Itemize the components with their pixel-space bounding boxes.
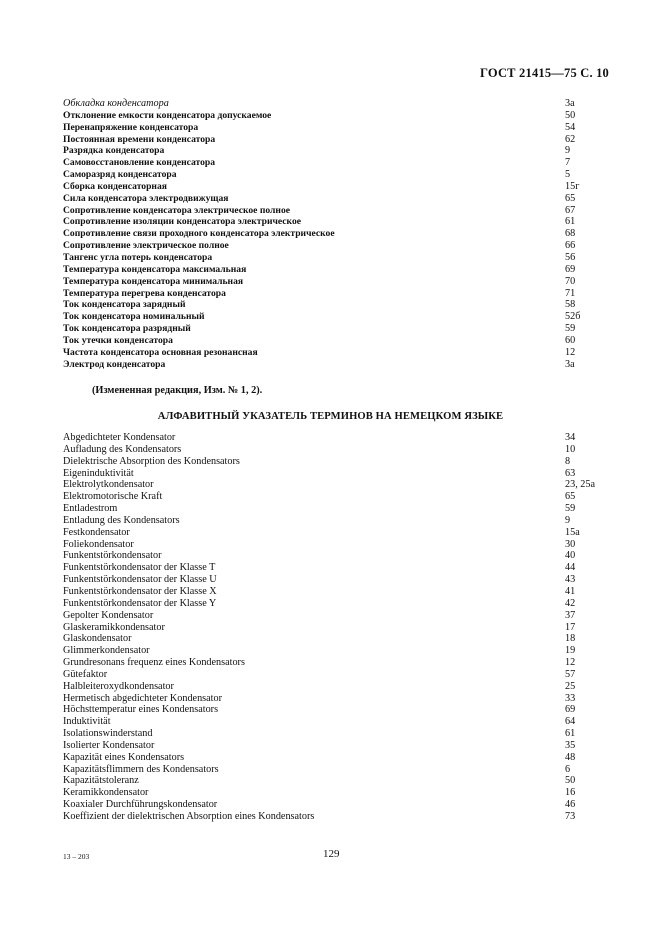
index-reference-number: 44: [565, 562, 576, 574]
index-entry: [63, 359, 603, 371]
index-term: Отклонение емкости конденсатора допускаемое: [63, 109, 272, 121]
index-term: Induktivität: [63, 716, 111, 728]
index-reference-number: 59: [565, 503, 576, 515]
index-term: Kapazitätstoleranz: [63, 775, 139, 787]
index-reference-number: 57: [565, 668, 576, 680]
index-reference-number: 23, 25a: [565, 479, 595, 491]
index-entry: [63, 110, 603, 122]
page-header: ГОСТ 21415—75 С. 10: [480, 66, 609, 80]
index-reference-number: 61: [565, 728, 576, 740]
index-term: Ток конденсатора номинальный: [63, 311, 205, 323]
index-reference-number: 54: [565, 121, 576, 133]
index-term: Isolationswinderstand: [63, 728, 153, 740]
index-entry: [63, 216, 603, 228]
index-entry: [63, 288, 603, 300]
index-reference-number: 12: [565, 346, 576, 358]
index-entry: [63, 193, 603, 205]
index-entry: [63, 456, 603, 468]
index-reference-number: 52б: [565, 311, 581, 323]
index-reference-number: 5: [565, 169, 571, 181]
index-entry: [63, 752, 603, 764]
index-term: Сопротивление электрическое полное: [63, 240, 229, 252]
index-entry: [63, 740, 603, 752]
index-reference-number: 69: [565, 263, 576, 275]
index-entry: [63, 562, 603, 574]
index-term: Gütefaktor: [63, 668, 108, 680]
index-term: Температура перегрева конденсатора: [63, 287, 226, 299]
page-number: 129: [323, 848, 340, 860]
index-term: Сила конденсатора электродвижущая: [63, 192, 229, 204]
index-entry: [63, 704, 603, 716]
index-reference-number: 65: [565, 192, 576, 204]
index-term: Перенапряжение конденсатора: [63, 121, 199, 133]
index-term: Glaskondensator: [63, 633, 132, 645]
index-entry: [63, 811, 603, 823]
index-term: Dielektrische Absorption des Kondensators: [63, 455, 240, 467]
index-reference-number: 63: [565, 467, 576, 479]
index-reference-number: 3а: [565, 358, 575, 370]
index-entry: [63, 586, 603, 598]
index-entry: [63, 574, 603, 586]
index-entry: [63, 764, 603, 776]
index-reference-number: 60: [565, 334, 576, 346]
index-entry: [63, 122, 603, 134]
index-reference-number: 9: [565, 514, 571, 526]
index-entry: [63, 181, 603, 193]
index-reference-number: 66: [565, 240, 576, 252]
index-reference-number: 6: [565, 763, 571, 775]
index-entry: [63, 311, 603, 323]
index-term: Ток конденсатора зарядный: [63, 299, 186, 311]
index-term: Funkentstörkondensator der Klasse X: [63, 585, 217, 597]
index-reference-number: 61: [565, 216, 576, 228]
index-entry: [63, 775, 603, 787]
index-term: Ток конденсатора разрядный: [63, 323, 191, 335]
index-entry: [63, 645, 603, 657]
index-reference-number: 16: [565, 787, 576, 799]
index-entry: [63, 299, 603, 311]
index-entry: [63, 799, 603, 811]
index-entry: [63, 347, 603, 359]
index-term: Kapazitätsflimmern des Kondensators: [63, 763, 219, 775]
index-reference-number: 17: [565, 621, 576, 633]
index-reference-number: 12: [565, 657, 576, 669]
index-term: Hermetisch abgedichteter Kondensator: [63, 692, 222, 704]
index-reference-number: 33: [565, 692, 576, 704]
index-term: Обкладка конденсатора: [63, 98, 169, 109]
index-term: Постоянная времени конденсатора: [63, 133, 216, 145]
index-term: Halbleiteroxydkondensator: [63, 680, 174, 692]
index-term: Elektromotorische Kraft: [63, 491, 163, 503]
index-reference-number: 64: [565, 716, 576, 728]
index-entry: [63, 657, 603, 669]
index-reference-number: 37: [565, 609, 576, 621]
index-entry: [63, 479, 603, 491]
index-entry: [63, 728, 603, 740]
index-term: Abgedichteter Kondensator: [63, 432, 176, 443]
index-term: Температура конденсатора максимальная: [63, 263, 247, 275]
index-entry: [63, 515, 603, 527]
index-term: Glaskeramikkondensator: [63, 621, 165, 633]
index-reference-number: 3а: [565, 98, 575, 109]
index-reference-number: 46: [565, 799, 576, 811]
index-reference-number: 70: [565, 275, 576, 287]
index-reference-number: 73: [565, 811, 576, 822]
index-reference-number: 58: [565, 299, 576, 311]
index-entry: [63, 169, 603, 181]
index-reference-number: 67: [565, 204, 576, 216]
index-entry: [63, 98, 603, 110]
index-term: Тангенс угла потерь конденсатора: [63, 251, 213, 263]
index-entry: [63, 598, 603, 610]
index-entry: [63, 444, 603, 456]
index-term: Grundresonans frequenz eines Kondensators: [63, 657, 245, 669]
index-term: Glimmerkondensator: [63, 645, 150, 657]
index-term: Eigeninduktivität: [63, 467, 134, 479]
index-term: Festkondensator: [63, 526, 130, 538]
index-reference-number: 35: [565, 739, 576, 751]
index-entry: [63, 468, 603, 480]
index-term: Самовосстановление конденсатора: [63, 157, 216, 169]
index-term: Funkentstörkondensator: [63, 550, 162, 562]
index-reference-number: 69: [565, 704, 576, 716]
index-term: Funkentstörkondensator der Klasse T: [63, 562, 216, 574]
index-entry: [63, 550, 603, 562]
index-term: Частота конденсатора основная резонансная: [63, 346, 258, 358]
index-reference-number: 56: [565, 251, 576, 263]
index-entry: [63, 527, 603, 539]
index-entry: [63, 240, 603, 252]
index-term: Сопротивление конденсатора электрическое полное: [63, 204, 291, 216]
index-entry: [63, 633, 603, 645]
index-reference-number: 50: [565, 109, 576, 121]
index-term: Gepolter Kondensator: [63, 609, 154, 621]
index-entry: [63, 539, 603, 551]
index-term: Isolierter Kondensator: [63, 739, 155, 751]
index-entry: [63, 134, 603, 146]
index-entry: [63, 276, 603, 288]
index-reference-number: 59: [565, 323, 576, 335]
index-reference-number: 43: [565, 574, 576, 586]
index-reference-number: 8: [565, 455, 571, 467]
index-reference-number: 41: [565, 585, 576, 597]
index-term: Температура конденсатора минимальная: [63, 275, 244, 287]
index-reference-number: 25: [565, 680, 576, 692]
index-reference-number: 34: [565, 432, 576, 443]
index-term: Саморазряд конденсатора: [63, 169, 177, 181]
german-term-index: [63, 432, 603, 823]
index-reference-number: 42: [565, 597, 576, 609]
index-term: Elektrolytkondensator: [63, 479, 154, 491]
index-term: Funkentstörkondensator der Klasse Y: [63, 597, 217, 609]
index-term: Ток утечки конденсатора: [63, 334, 173, 346]
index-term: Entladestrom: [63, 503, 118, 515]
index-term: Сопротивление изоляции конденсатора электрическое: [63, 216, 301, 228]
index-entry: [63, 491, 603, 503]
index-reference-number: 19: [565, 645, 576, 657]
index-reference-number: 18: [565, 633, 576, 645]
index-term: Koaxialer Durchführungskondensator: [63, 799, 218, 811]
index-term: Höchsttemperatur eines Kondensators: [63, 704, 219, 716]
index-reference-number: 30: [565, 538, 576, 550]
index-entry: [63, 145, 603, 157]
index-reference-number: 9: [565, 145, 571, 157]
index-reference-number: 50: [565, 775, 576, 787]
index-term: Сборка конденсаторная: [63, 180, 167, 192]
index-term: Entladung des Kondensators: [63, 514, 180, 526]
index-reference-number: 71: [565, 287, 576, 299]
index-reference-number: 7: [565, 157, 571, 169]
index-entry: [63, 205, 603, 217]
index-term: Koeffizient der dielektrischen Absorption eines Kondensators: [63, 811, 315, 822]
index-reference-number: 48: [565, 751, 576, 763]
index-entry: [63, 264, 603, 276]
index-term: Keramikkondensator: [63, 787, 149, 799]
index-entry: [63, 228, 603, 240]
index-term: Kapazität eines Kondensators: [63, 751, 185, 763]
index-entry: [63, 693, 603, 705]
index-reference-number: 15a: [565, 526, 580, 538]
index-reference-number: 15г: [565, 180, 580, 192]
index-reference-number: 10: [565, 443, 576, 455]
index-entry: [63, 432, 603, 444]
index-entry: [63, 681, 603, 693]
revision-note: (Измененная редакция, Изм. № 1, 2).: [92, 385, 263, 396]
index-entry: [63, 252, 603, 264]
index-entry: [63, 503, 603, 515]
index-entry: [63, 335, 603, 347]
index-reference-number: 65: [565, 491, 576, 503]
index-term: Funkentstörkondensator der Klasse U: [63, 574, 217, 586]
index-term: Электрод конденсатора: [63, 358, 166, 370]
index-term: Aufladung des Kondensators: [63, 443, 182, 455]
footer-code: 13 – 203: [63, 852, 90, 861]
index-term: Разрядка конденсатора: [63, 145, 165, 157]
index-entry: [63, 157, 603, 169]
index-term: Сопротивление связи проходного конденсатора электрическое: [63, 228, 335, 240]
index-entry: [63, 669, 603, 681]
index-entry: [63, 323, 603, 335]
german-section-title: АЛФАВИТНЫЙ УКАЗАТЕЛЬ ТЕРМИНОВ НА НЕМЕЦКОМ ЯЗЫКЕ: [157, 411, 504, 422]
index-term: Foliekondensator: [63, 538, 134, 550]
index-entry: [63, 716, 603, 728]
russian-term-index: [63, 98, 603, 370]
index-reference-number: 62: [565, 133, 576, 145]
index-reference-number: 68: [565, 228, 576, 240]
index-entry: [63, 610, 603, 622]
index-reference-number: 40: [565, 550, 576, 562]
index-entry: [63, 787, 603, 799]
index-entry: [63, 622, 603, 634]
